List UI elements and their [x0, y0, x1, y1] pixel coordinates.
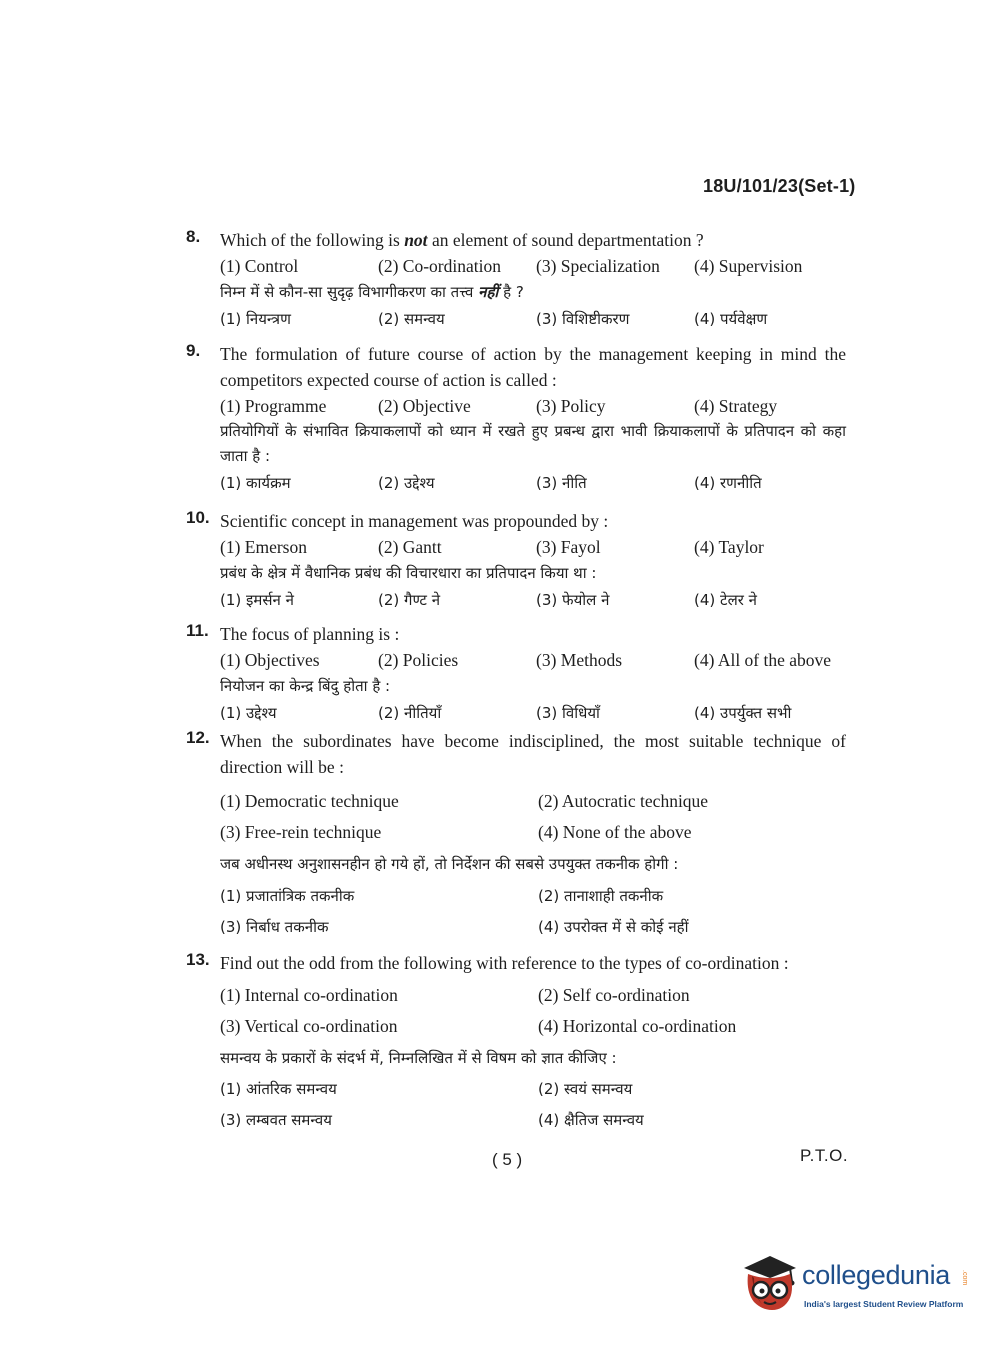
collegedunia-logo [740, 1248, 970, 1318]
options-en [220, 647, 846, 673]
option-2: (2) Autocratic technique [538, 791, 709, 811]
option-2: (2) Self co-ordination [538, 985, 690, 1005]
collegedunia-com: .com [961, 1270, 968, 1286]
option-2: (2) Objective [378, 396, 471, 416]
option-2: (2) Gantt [378, 537, 442, 557]
options-hi [220, 699, 846, 727]
options-hi [220, 586, 846, 614]
option-3-hi: (3) निर्बाध तकनीक [220, 918, 329, 936]
option-1-hi: (1) आंतरिक समन्वय [220, 1080, 337, 1098]
options-en-row-1 [220, 980, 846, 1011]
option-4-hi: (4) उपरोक्त में से कोई नहीं [538, 918, 689, 936]
question-13 [186, 950, 846, 1136]
option-1: (1) Programme [220, 396, 327, 416]
option-2: (2) Policies [378, 650, 459, 670]
option-3: (3) Fayol [536, 537, 601, 557]
question-11 [186, 621, 846, 727]
page-number: ( 5 ) [492, 1150, 523, 1169]
option-1-hi: (1) इमर्सन ने [220, 591, 294, 609]
option-3-hi: (3) विधियाँ [536, 704, 600, 722]
paper-code: 18U/101/23(Set-1) [703, 176, 856, 196]
options-hi [220, 469, 846, 497]
option-2-hi: (2) गैण्ट ने [378, 591, 441, 609]
question-text-en: The formulation of future course of action by the management keeping in mind the competitors expected course of action is called : [220, 344, 846, 390]
option-3-hi: (3) नीति [536, 474, 587, 492]
option-3-hi: (3) फेयोल ने [536, 591, 610, 609]
question-8 [186, 227, 846, 333]
option-2-hi: (2) समन्वय [378, 310, 445, 328]
option-1: (1) Emerson [220, 537, 307, 557]
collegedunia-mascot-icon [740, 1252, 800, 1314]
option-2-hi: (2) नीतियाँ [378, 704, 442, 722]
option-1-hi: (1) उद्देश्य [220, 704, 277, 722]
options-hi-row-1 [220, 1074, 846, 1105]
option-2-hi: (2) स्वयं समन्वय [538, 1080, 633, 1098]
question-text-hi: समन्वय के प्रकारों के संदर्भ में, निम्नलिखित में से विषम को ज्ञात कीजिए : [220, 1049, 617, 1067]
option-3-hi: (3) लम्बवत समन्वय [220, 1111, 332, 1129]
question-number: 11. [186, 621, 209, 640]
options-en [220, 253, 846, 279]
options-hi-row-2 [220, 1105, 846, 1136]
option-1: (1) Internal co-ordination [220, 985, 398, 1005]
question-text-en: The focus of planning is : [220, 624, 400, 644]
options-en-row-1 [220, 786, 846, 817]
option-1-hi: (1) नियन्त्रण [220, 310, 291, 328]
option-3: (3) Vertical co-ordination [220, 1016, 398, 1036]
option-4: (4) Strategy [694, 396, 778, 416]
options-hi-row-1 [220, 881, 846, 912]
option-4-hi: (4) टेलर ने [694, 591, 757, 609]
question-text-en: Find out the odd from the following with reference to the types of co-ordination : [220, 953, 789, 973]
question-text-hi: प्रबंध के क्षेत्र में वैधानिक प्रबंध की विचारधारा का प्रतिपादन किया था : [220, 564, 597, 582]
option-4: (4) None of the above [538, 822, 692, 842]
question-text-hi: जब अधीनस्थ अनुशासनहीन हो गये हों, तो निर्देशन की सबसे उपयुक्त तकनीक होगी : [220, 855, 679, 873]
question-number: 13. [186, 950, 210, 969]
options-en [220, 534, 846, 560]
option-1: (1) Control [220, 256, 299, 276]
question-text-en: Scientific concept in management was propounded by : [220, 511, 609, 531]
question-number: 8. [186, 227, 201, 246]
option-4: (4) Horizontal co-ordination [538, 1016, 737, 1036]
question-text-hi: निम्न में से कौन-सा सुदृढ़ विभागीकरण का तत्त्व नहीं है ? [220, 283, 524, 301]
option-2-hi: (2) तानाशाही तकनीक [538, 887, 664, 905]
option-4: (4) Supervision [694, 256, 803, 276]
options-hi [220, 305, 846, 333]
question-text-hi: प्रतियोगियों के संभावित क्रियाकलापों को ध्यान में रखते हुए प्रबन्ध द्वारा भावी क्रियाकलापों के प्रतिपादन को कहा जाता है : [220, 422, 846, 465]
question-number: 10. [186, 508, 210, 527]
options-en-row-2 [220, 817, 846, 848]
option-4-hi: (4) पर्यवेक्षण [694, 310, 768, 328]
option-3: (3) Methods [536, 650, 623, 670]
option-4: (4) Taylor [694, 537, 764, 557]
question-9 [186, 341, 846, 497]
pto-label: P.T.O. [800, 1146, 849, 1165]
option-4-hi: (4) उपर्युक्त सभी [694, 704, 792, 722]
option-3: (3) Specialization [536, 256, 660, 276]
option-1-hi: (1) कार्यक्रम [220, 474, 291, 492]
question-number: 12. [186, 728, 210, 747]
options-hi-row-2 [220, 912, 846, 943]
option-1-hi: (1) प्रजातांत्रिक तकनीक [220, 887, 355, 905]
option-4-hi: (4) रणनीति [694, 474, 762, 492]
question-number: 9. [186, 341, 201, 360]
question-text-en: Which of the following is not an element of sound departmentation ? [220, 230, 704, 250]
question-12 [186, 728, 846, 943]
option-4-hi: (4) क्षैतिज समन्वय [538, 1111, 644, 1129]
question-text-hi: नियोजन का केन्द्र बिंदु होता है : [220, 677, 391, 695]
option-3-hi: (3) विशिष्टीकरण [536, 310, 630, 328]
option-1: (1) Democratic technique [220, 791, 399, 811]
collegedunia-tagline: India's largest Student Review Platform [804, 1299, 964, 1309]
options-en [220, 393, 846, 419]
option-2-hi: (2) उद्देश्य [378, 474, 435, 492]
collegedunia-wordmark: collegedunia [802, 1260, 951, 1290]
option-4: (4) All of the above [694, 650, 832, 670]
question-10 [186, 508, 846, 614]
options-en-row-2 [220, 1011, 846, 1042]
question-text-en: When the subordinates have become indisciplined, the most suitable technique of direction will be : [220, 731, 846, 777]
option-1: (1) Objectives [220, 650, 320, 670]
option-3: (3) Policy [536, 396, 606, 416]
option-3: (3) Free-rein technique [220, 822, 382, 842]
option-2: (2) Co-ordination [378, 256, 501, 276]
